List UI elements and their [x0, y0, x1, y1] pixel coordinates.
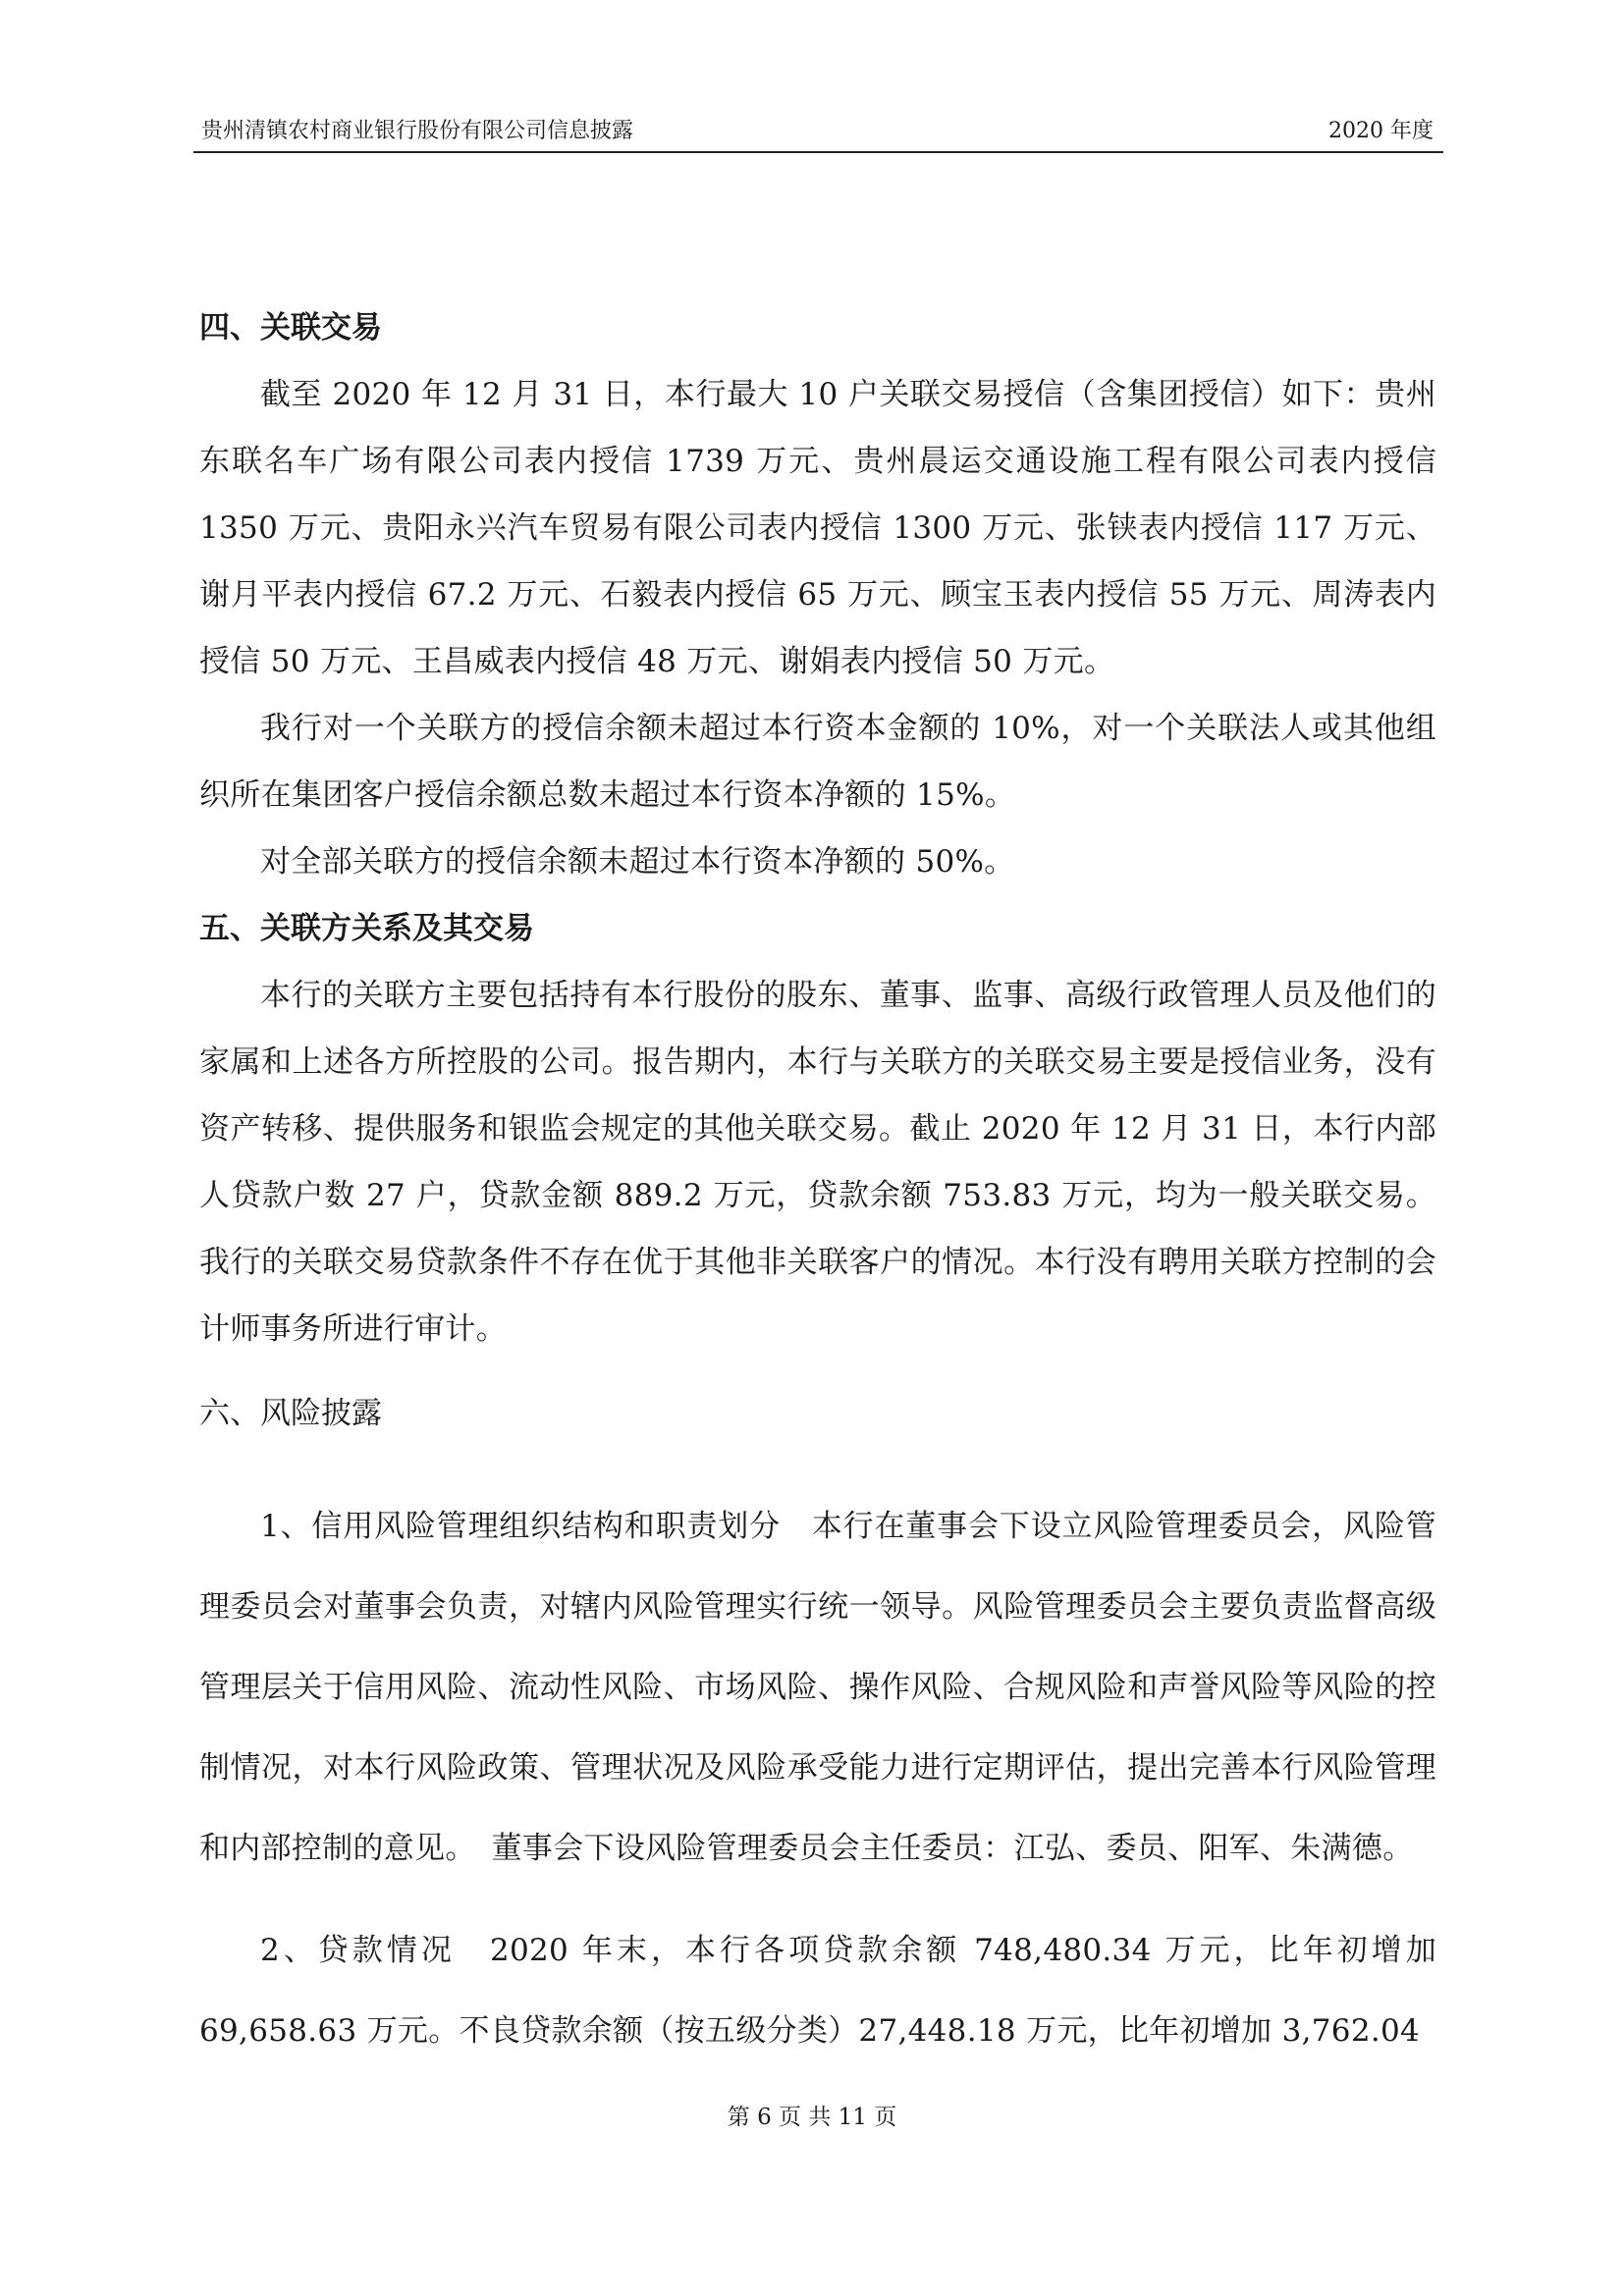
section-5-paragraph-1: 本行的关联方主要包括持有本行股份的股东、董事、监事、高级行政管理人员及他们的家属和上述各方所控股的公司。报告期内，本行与关联方的关联交易主要是授信业务，没有资产转移、提供服务和银监会规定的其他关联交易。截止 2020 年 12 月 31 日，本行内部人贷款户数 27 户，贷款金额 889.2 万元，贷款余额 753.83 万元，均为一般关联交易。我行的关联交易贷款条件不存在优于其他非关联客户的情况。本行没有聘用关联方控制的会计师事务所进行审计。 — [199, 978, 1436, 1347]
document-body — [199, 294, 1436, 2071]
section-4-paragraph-2: 我行对一个关联方的授信余额未超过本行资本金额的 10%，对一个关联法人或其他组织所在集团客户授信余额总数未超过本行资本净额的 15%。 — [199, 711, 1436, 813]
section-6-paragraph-2: 2、贷款情况 2020 年末，本行各项贷款余额 748,480.34 万元，比年初增加 69,658.63 万元。不良贷款余额（按五级分类）27,448.18 万元，比年初增加 3,762.04 — [199, 1933, 1436, 2049]
section-4-paragraph-1: 截至 2020 年 12 月 31 日，本行最大 10 户关联交易授信（含集团授信）如下：贵州东联名车广场有限公司表内授信 1739 万元、贵州晨运交通设施工程有限公司表内授信 1350 万元、贵阳永兴汽车贸易有限公司表内授信 1300 万元、张铗表内授信 117 万元、谢月平表内授信 67.2 万元、石毅表内授信 65 万元、顾宝玉表内授信 55 万元、周涛表内授信 50 万元、王昌威表内授信 48 万元、谢娟表内授信 50 万元。 — [199, 377, 1436, 679]
page-number: 第 6 页 共 11 页 — [727, 2105, 897, 2130]
page-header — [193, 116, 1443, 153]
section-4-paragraph-3: 对全部关联方的授信余额未超过本行资本净额的 50%。 — [260, 844, 1015, 880]
section-5-title: 五、关联方关系及其交易 — [199, 911, 534, 946]
header-year: 2020 年度 — [1328, 119, 1434, 143]
section-6-title: 六、风险披露 — [199, 1396, 382, 1431]
page-footer — [0, 2104, 1624, 2131]
section-6-paragraph-1: 1、信用风险管理组织结构和职责划分 本行在董事会下设立风险管理委员会，风险管理委员会对董事会负责，对辖内风险管理实行统一领导。风险管理委员会主要负责监督高级管理层关于信用风险、流动性风险、市场风险、操作风险、合规风险和声誉风险等风险的控制情况，对本行风险政策、管理状况及风险承受能力进行定期评估，提出完善本行风险管理和内部控制的意见。 董事会下设风险管理委员会主任委员：江弘、委员、阳军、朱满德。 — [199, 1509, 1436, 1866]
section-4-title: 四、关联交易 — [199, 310, 382, 346]
header-company-name: 贵州清镇农村商业银行股份有限公司信息披露 — [201, 119, 634, 143]
section-6-body — [199, 1486, 1436, 2071]
